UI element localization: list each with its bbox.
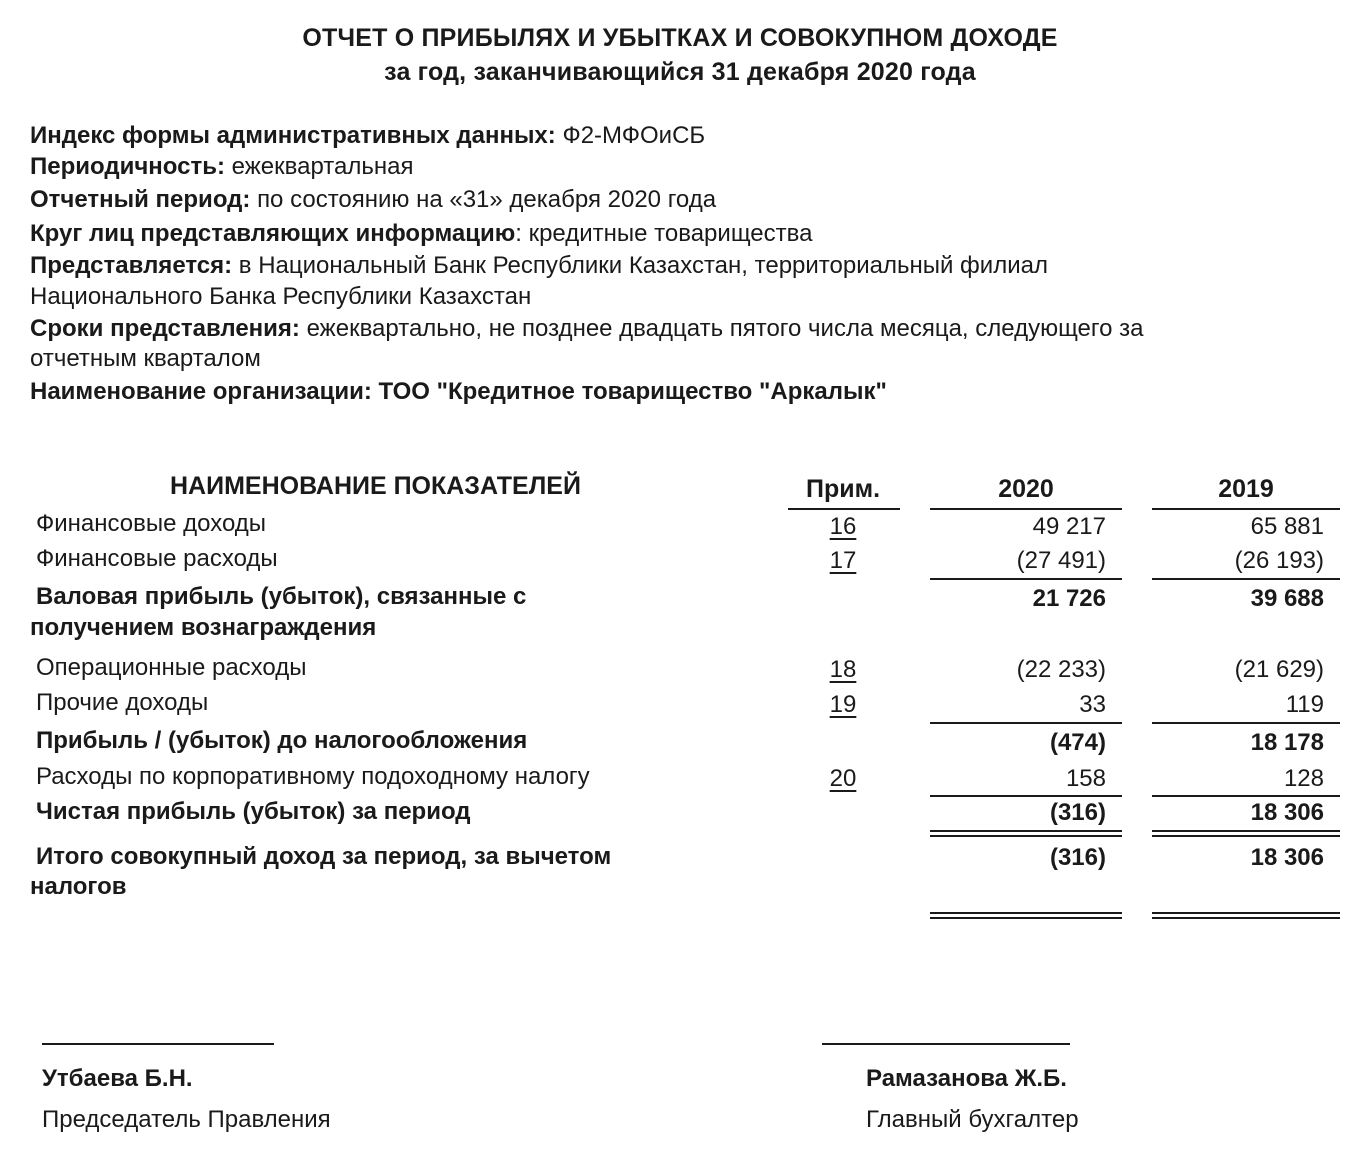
- table-row-label-cont: налогов: [30, 873, 127, 900]
- org-line: [30, 376, 887, 408]
- table-row-label: Финансовые расходы: [36, 545, 278, 572]
- col-header-2020: 2020: [998, 475, 1054, 503]
- table-row-2020: (474): [1049, 729, 1106, 756]
- circle-line: [30, 218, 812, 250]
- period-line: [30, 184, 716, 216]
- col-header-2019: 2019: [1218, 475, 1274, 503]
- header-rule-note: [788, 508, 900, 510]
- table-row-2019: 128: [1283, 765, 1324, 792]
- total-double-rule-2019-a: [1152, 830, 1340, 832]
- table-row-2020: 33: [1079, 691, 1106, 718]
- table-row-note: 20: [829, 765, 857, 792]
- periodicity-value: ежеквартальная: [231, 153, 414, 180]
- report-title: ОТЧЕТ О ПРИБЫЛЯХ И УБЫТКАХ И СОВОКУПНОМ ДОХОДЕ: [302, 24, 1058, 52]
- final-double-rule-2019-a: [1152, 912, 1340, 914]
- deadline-label: Сроки представления:: [30, 315, 300, 342]
- table-row-label: Чистая прибыль (убыток) за период: [36, 798, 471, 825]
- net-rule-2019: [1152, 795, 1340, 797]
- table-row-2020: 21 726: [1032, 585, 1106, 612]
- col-header-note: Прим.: [805, 475, 881, 503]
- table-row-2020: (316): [1049, 799, 1106, 826]
- table-row-2020: (22 233): [1016, 656, 1106, 683]
- col-header-name: НАИМЕНОВАНИЕ ПОКАЗАТЕЛЕЙ: [170, 472, 581, 500]
- table-row-2020: (316): [1049, 844, 1106, 871]
- periodicity-label: Периодичность:: [30, 153, 225, 180]
- deadline-value: ежеквартально, не позднее двадцать пятого числа месяца, следующего за: [306, 315, 1144, 342]
- report-subtitle: за год, заканчивающийся 31 декабря 2020 года: [384, 58, 976, 86]
- final-double-rule-2020-b: [930, 917, 1122, 919]
- table-row-label: Прибыль / (убыток) до налогообложения: [36, 727, 528, 754]
- total-double-rule-2020-b: [930, 835, 1122, 837]
- period-label: Отчетный период:: [30, 186, 251, 213]
- pretax-rule-2020: [930, 722, 1122, 724]
- signatory-left-name: Утбаева Б.Н.: [42, 1065, 193, 1092]
- signatory-right-name: Рамазанова Ж.Б.: [866, 1065, 1067, 1092]
- deadline-line: [30, 313, 1144, 345]
- signature-line-right: [822, 1043, 1070, 1045]
- table-row-label: Прочие доходы: [36, 689, 209, 716]
- header-rule-2020: [930, 508, 1122, 510]
- period-value: по состоянию на «31» декабря 2020 года: [257, 186, 717, 213]
- table-row-note: 19: [829, 691, 857, 718]
- final-double-rule-2019-b: [1152, 917, 1340, 919]
- circle-value: : кредитные товарищества: [515, 220, 813, 247]
- total-double-rule-2019-b: [1152, 835, 1340, 837]
- table-row-2019: 119: [1285, 691, 1324, 718]
- table-row-note: 17: [829, 547, 857, 574]
- table-row-2019: 18 178: [1250, 729, 1324, 756]
- submitted-value: в Национальный Банк Республики Казахстан, территориальный филиал: [238, 252, 1048, 279]
- table-row-2020: 49 217: [1032, 513, 1106, 540]
- signatory-right-position: Главный бухгалтер: [866, 1106, 1079, 1133]
- table-row-2020: 158: [1065, 765, 1106, 792]
- subtotal-rule-2019: [1152, 578, 1340, 580]
- signatory-left-position: Председатель Правления: [42, 1106, 331, 1133]
- pretax-rule-2019: [1152, 722, 1340, 724]
- signature-line-left: [42, 1043, 274, 1045]
- table-row-2019: (21 629): [1234, 656, 1324, 683]
- table-row-2019: 65 881: [1250, 513, 1324, 540]
- total-double-rule-2020-a: [930, 830, 1122, 832]
- submitted-line: [30, 250, 1048, 282]
- table-row-2019: 18 306: [1250, 844, 1324, 871]
- form-index-line: [30, 120, 705, 152]
- table-row-2020: (27 491): [1016, 547, 1106, 574]
- table-row-2019: 39 688: [1250, 585, 1324, 612]
- subtotal-rule-2020: [930, 578, 1122, 580]
- deadline-line-2: отчетным кварталом: [30, 345, 261, 372]
- net-rule-2020: [930, 795, 1122, 797]
- table-row-note: 16: [829, 513, 857, 540]
- final-double-rule-2020-a: [930, 912, 1122, 914]
- form-index-label: Индекс формы административных данных:: [30, 122, 556, 149]
- periodicity-line: [30, 151, 413, 183]
- header-rule-2019: [1152, 508, 1340, 510]
- circle-label: Круг лиц представляющих информацию: [30, 220, 516, 247]
- form-index-value: Ф2-МФОиСБ: [562, 122, 706, 149]
- table-row-label: Расходы по корпоративному подоходному налогу: [36, 763, 590, 790]
- table-row-label: Финансовые доходы: [36, 510, 267, 537]
- table-row-label: Валовая прибыль (убыток), связанные с: [36, 583, 527, 610]
- table-row-label: Итого совокупный доход за период, за вычетом: [36, 843, 612, 870]
- org-value: ТОО "Кредитное товарищество "Аркалык": [378, 378, 887, 405]
- table-row-note: 18: [829, 656, 857, 683]
- table-row-label: Операционные расходы: [36, 654, 307, 681]
- submitted-label: Представляется:: [30, 252, 233, 279]
- table-row-label-cont: получением вознаграждения: [30, 614, 377, 641]
- org-label: Наименование организации:: [30, 378, 372, 405]
- table-row-2019: (26 193): [1234, 547, 1324, 574]
- table-row-2019: 18 306: [1250, 799, 1324, 826]
- submitted-line-2: Национального Банка Республики Казахстан: [30, 283, 532, 310]
